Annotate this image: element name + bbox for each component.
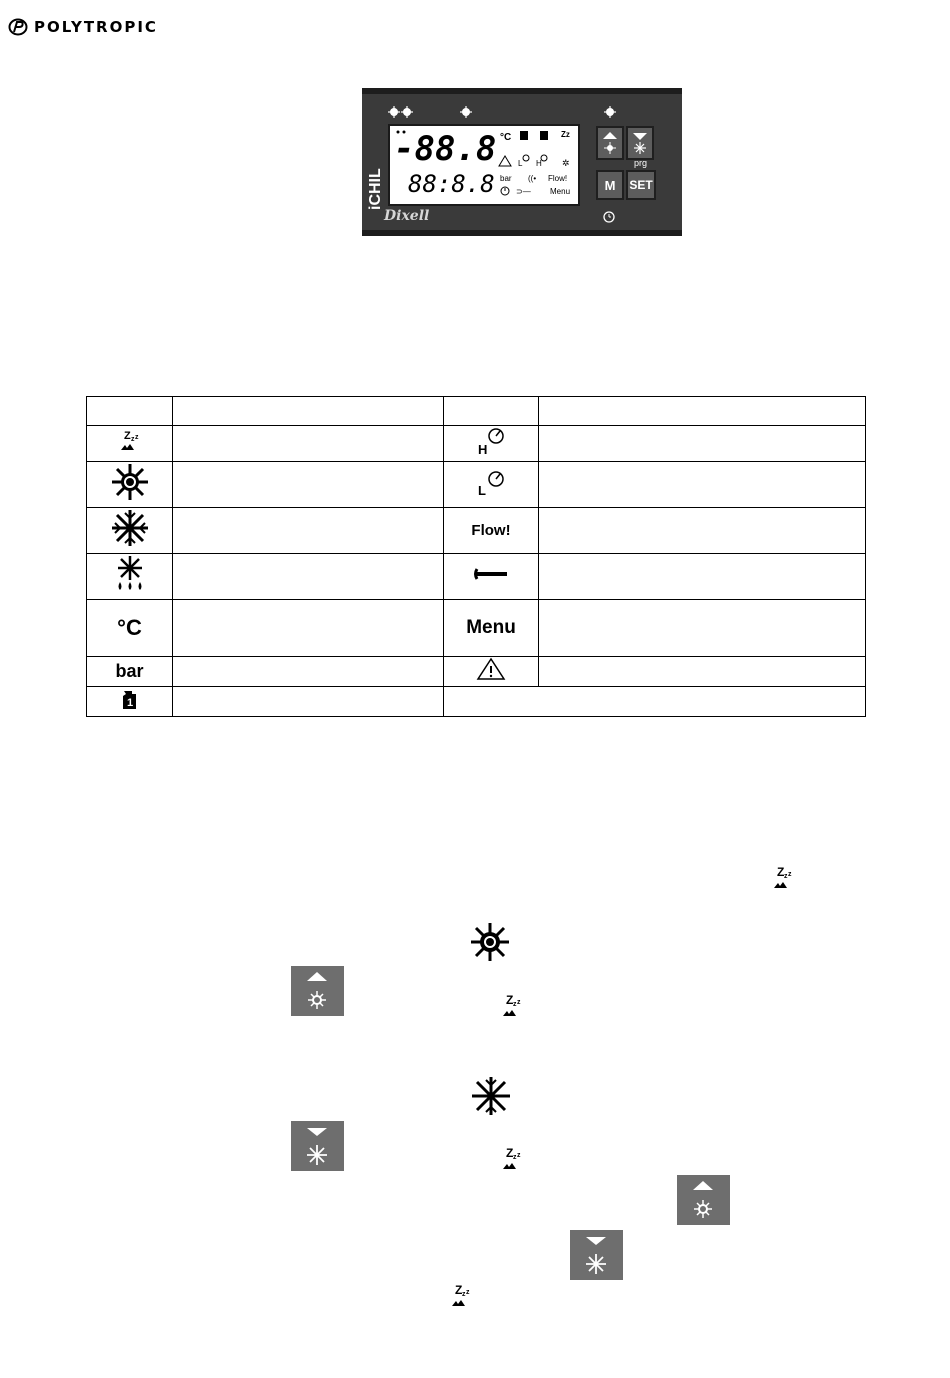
up-sun-button[interactable] <box>596 126 624 160</box>
svg-text:z: z <box>130 436 134 443</box>
up-sun-key-icon <box>291 966 344 1016</box>
lcd-bar: bar <box>500 174 512 183</box>
down-snow-key-icon <box>291 1121 344 1171</box>
lcd-compressor-2-icon <box>540 131 548 140</box>
down-snow-button[interactable] <box>626 126 654 160</box>
svg-text:z: z <box>788 871 792 878</box>
display-top-value: -88.8 <box>394 129 497 169</box>
menu-label: Menu <box>444 600 539 657</box>
svg-text:iCHIL: iCHIL <box>367 168 384 210</box>
lcd-compressor-1-icon <box>520 131 528 140</box>
lcd-heat-icon: ((• <box>528 174 537 183</box>
standby-icon <box>771 864 795 892</box>
polytropic-logo-icon <box>8 18 28 36</box>
sun-icon <box>87 462 173 508</box>
svg-text:1: 1 <box>126 697 133 709</box>
lcd-wrench-icon: ⊃— <box>516 187 531 196</box>
svg-text:z: z <box>462 1291 466 1298</box>
sun-snow-led-icon <box>390 108 614 116</box>
svg-text:z: z <box>517 1152 521 1159</box>
standby-icon <box>449 1282 473 1310</box>
bar-label: bar <box>87 657 173 687</box>
sun-icon <box>469 921 511 963</box>
defrost-icon <box>87 554 173 600</box>
standby-icon <box>87 426 173 462</box>
panel-bottom-bar <box>362 204 682 230</box>
panel-top-bar <box>362 94 682 124</box>
header-cell <box>539 397 866 426</box>
table-row <box>87 657 866 687</box>
svg-text:z: z <box>784 873 788 880</box>
display-bottom-value: 88:8.8 <box>408 170 495 198</box>
snowflake-icon <box>87 508 173 554</box>
top-led-icons <box>362 94 682 124</box>
svg-text:H: H <box>478 442 488 456</box>
svg-text:z: z <box>466 1289 470 1296</box>
table-row <box>87 554 866 600</box>
svg-text:Z: Z <box>455 1283 463 1297</box>
lcd-menu: Menu <box>550 187 571 196</box>
header-cell <box>87 397 173 426</box>
high-pressure-icon <box>444 426 539 462</box>
lcd-display <box>388 124 580 206</box>
dixell-brand: Dixell <box>384 208 430 224</box>
table-row <box>87 687 866 717</box>
down-snow-key-icon <box>570 1230 623 1280</box>
controller-panel <box>362 88 682 236</box>
lcd-standby-icon: Zz <box>561 130 570 139</box>
svg-text:z: z <box>517 999 521 1006</box>
svg-text:z: z <box>134 434 138 441</box>
brand-name: POLYTROPIC <box>34 18 158 36</box>
svg-text:Z: Z <box>506 1146 514 1160</box>
m-button[interactable]: M <box>596 170 624 200</box>
celsius-label: °C <box>87 600 173 657</box>
prg-label: prg <box>634 158 648 168</box>
svg-text:Z: Z <box>506 993 514 1007</box>
lcd-low-icon: L <box>518 159 523 168</box>
model-label <box>366 132 386 212</box>
table-row <box>87 462 866 508</box>
compressor-icon <box>87 687 173 717</box>
svg-text:Z: Z <box>777 865 785 879</box>
icon-legend-table <box>86 396 866 717</box>
header-cell <box>173 397 444 426</box>
table-row <box>87 426 866 462</box>
lcd-high-icon: H <box>536 159 542 168</box>
lcd-warning-icon <box>499 156 511 166</box>
svg-text:Z: Z <box>123 430 131 442</box>
brand-logo <box>8 18 158 36</box>
up-sun-key-icon <box>677 1175 730 1225</box>
warning-icon <box>444 657 539 687</box>
svg-text:z: z <box>513 1001 517 1008</box>
lcd-celsius: °C <box>500 132 512 143</box>
empty-cell <box>444 687 866 717</box>
flow-label: Flow! <box>444 508 539 554</box>
snowflake-icon <box>470 1075 512 1117</box>
standby-icon <box>500 992 524 1020</box>
lcd-flow: Flow! <box>548 174 568 183</box>
lcd-gear-icon: ✲ <box>562 158 570 168</box>
header-cell <box>444 397 539 426</box>
low-pressure-icon <box>444 462 539 508</box>
table-row <box>87 600 866 657</box>
clock-led-icon <box>602 210 616 224</box>
table-row <box>87 508 866 554</box>
svg-text:z: z <box>513 1154 517 1161</box>
set-button[interactable]: SET <box>626 170 656 200</box>
lcd-segments <box>390 126 578 204</box>
standby-icon <box>500 1145 524 1173</box>
svg-text:L: L <box>478 483 486 497</box>
wrench-icon <box>444 554 539 600</box>
table-header-row <box>87 397 866 426</box>
